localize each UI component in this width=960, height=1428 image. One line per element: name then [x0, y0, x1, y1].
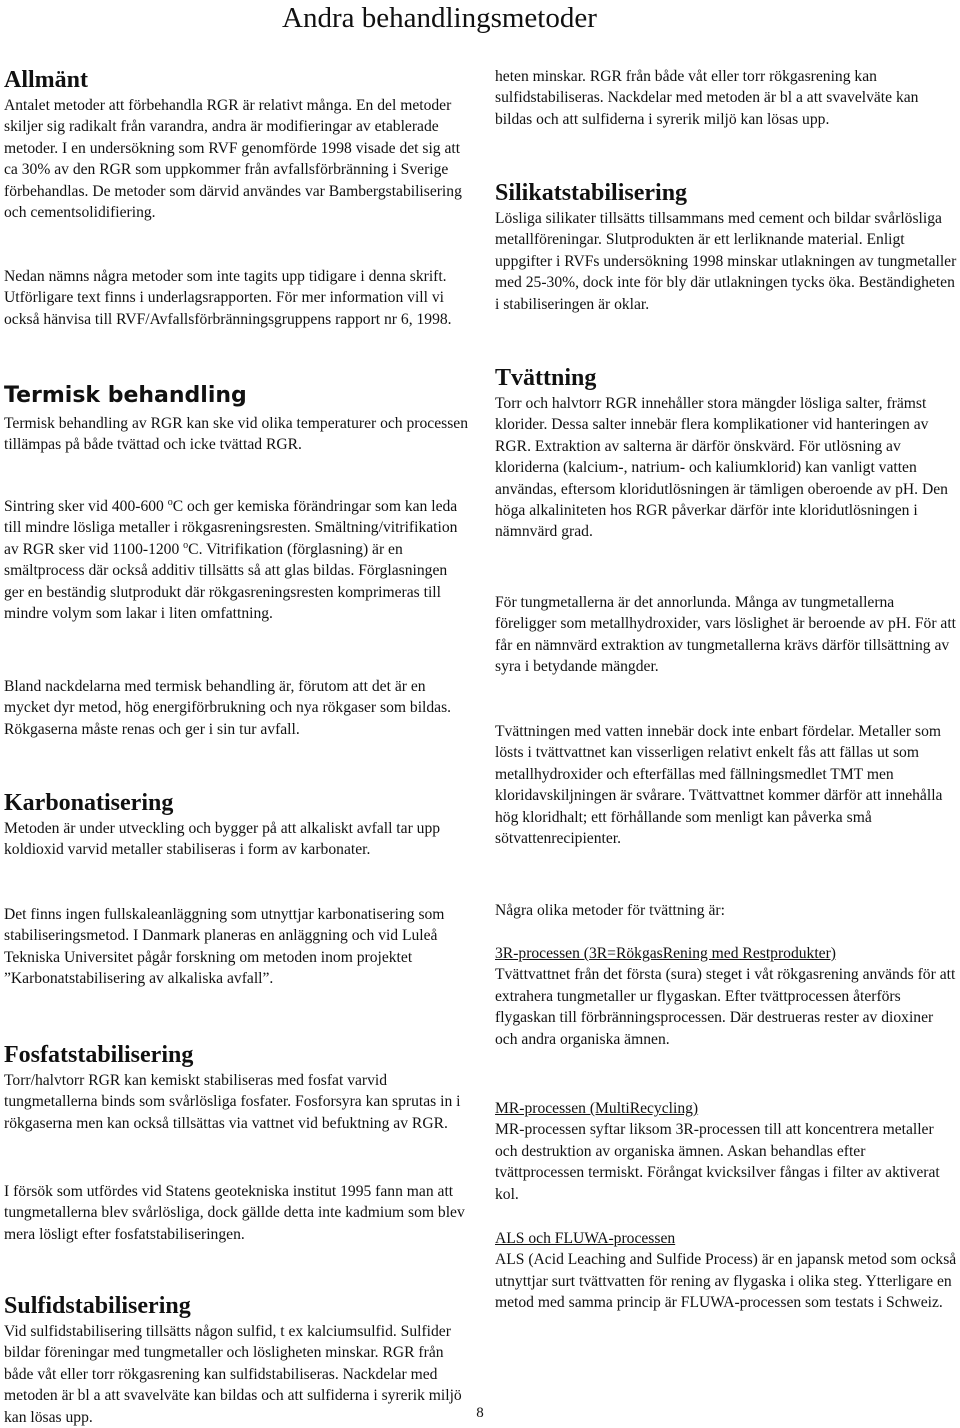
degree-sup-1: o: [167, 496, 173, 508]
degree-sup-2: o: [183, 539, 189, 551]
allmant-para-2: Nedan nämns några metoder som inte tagits upp tidigare i denna skrift. Utförligare text finns i underlagsrapporten. För mer information vill vi också hänvisa till RVF/Avfallsförbränningsgruppens rapport nr 6, 1998.: [4, 268, 452, 328]
page-title-text: Andra behandlingsmetoder: [282, 2, 597, 34]
allmant-para-1-block: [4, 95, 470, 223]
heading-allmant: Allmänt: [4, 67, 88, 93]
fosfat-para-2-block: [4, 1181, 470, 1245]
termisk-para-3: Bland nackdelarna med termisk behandling är, förutom att det är en mycket dyr metod, hög energiförbrukning och nya rökgaser som bildas. Rökgaserna måste renas och ger i sin tur avfall.: [4, 678, 452, 738]
section-termisk: [4, 382, 470, 410]
termisk-para-3-block: [4, 676, 470, 740]
termisk-para-2: [4, 496, 470, 624]
section-tvattning: [495, 364, 957, 392]
allmant-para-1: Antalet metoder att förbehandla RGR är relativt många. En del metoder skiljer sig radikalt från varandra, andra är modifieringar av etablerade metoder. I en undersökning som RVF genomförde 1998 visade det sig att ca 30% av den RGR som uppkommer från avfallsförbränning i Sverige förbehandlas. De metoder som därvid användes var Bambergstabilisering och cementsolidifiering.: [4, 97, 462, 222]
section-als: [495, 1228, 957, 1314]
karbonatisering-para-1-block: [4, 818, 470, 861]
termisk-para-2-part-b: C och ger kemiska förändringar som kan leda till mindre lösliga metaller i rökgasreningsresten. Smältning/vitrifikation av RGR sker vid 1100-1200: [4, 498, 458, 558]
karbonatisering-para-2: Det finns ingen fullskaleanläggning som utnyttjar karbonatisering som stabiliseringsmetod. I Danmark planeras en anläggning och vid Luleå Tekniska Universitet pågår forskning om metoden inom projektet ”Karbonatstabilisering av alkaliska avfall”.: [4, 906, 445, 988]
tvattning-para-1-block: [495, 393, 957, 543]
r3-para-1: Tvättvattnet från det första (sura) steget i våt rökgasrening används för att extrahera tungmetaller ur flygaskan. Efter tvättprocessen återförs flygaskan till förbränningsprocessen. Där destrueras rester av dioxiner och andra organiska ämnen.: [495, 966, 956, 1048]
allmant-para-2-block: [4, 266, 470, 330]
heading-termisk: Termisk behandling: [4, 383, 247, 408]
section-silikat: [495, 179, 957, 207]
tvattning-para-4: Några olika metoder för tvättning är:: [495, 902, 725, 919]
fosfat-para-2: I försök som utfördes vid Statens geotekniska institut 1995 fann man att tungmetallerna blev svårlösliga, dock gällde detta inte kadmium som blev mera lösligt efter fosfatstabiliseringen.: [4, 1183, 465, 1243]
sulfid-continuation: heten minskar. RGR från både våt eller torr rökgasrening kan sulfidstabiliseras. Nackdelar med metoden är bl a att svavelväte kan bildas och att sulfiderna i syrerik miljö kan lösas upp.: [495, 68, 919, 128]
section-sulfid: [4, 1292, 470, 1320]
heading-als: ALS och FLUWA-processen: [495, 1230, 676, 1247]
tvattning-para-4-block: [495, 900, 957, 921]
termisk-para-1: Termisk behandling av RGR kan ske vid olika temperaturer och processen tillämpas på både tvättad och icke tvättad RGR.: [4, 415, 468, 454]
section-3r: [495, 943, 957, 1050]
karbonatisering-para-2-block: [4, 904, 470, 990]
als-para-1: ALS (Acid Leaching and Sulfide Process) är en japansk metod som också utnyttjar surt tvättvatten för rening av flygaska i olika steg. Ytterligare en metod med samma princip är FLUWA-processen som testats i Schweiz.: [495, 1251, 957, 1312]
page-number: 8: [476, 1405, 484, 1421]
heading-mr: MR-processen (MultiRecycling): [495, 1100, 699, 1117]
fosfat-para-1: Torr/halvtorr RGR kan kemiskt stabiliseras med fosfat varvid tungmetallerna binds som svårlösliga fosfater. Fosforsyra kan sprutas in i rökgaserna men kan också tillsättas via vattnet vid befuktning av RGR.: [4, 1072, 461, 1132]
termisk-para-2-block: [4, 496, 470, 624]
heading-sulfid: Sulfidstabilisering: [4, 1293, 191, 1319]
section-fosfat: [4, 1041, 470, 1069]
termisk-para-2-part-c: C. Vitrifikation (förglasning) är en smältprocess där också additiv tillsätts så att glas bildas. Förglasningen ger en beständig slutprodukt där rökgasreningsresten komprimeras till mindre volym som lakar i liten omfattning.: [4, 540, 448, 623]
silikat-para-1: Lösliga silikater tillsätts tillsammans med cement och bildar svårlösliga metallföreningar. Slutprodukten är ett lerliknande material. Enligt uppgifter i RVFs undersökning 1998 minskar utlakningen av tungmetaller med 25-30%, dock inte för bly där utlakningen tycks öka. Beständigheten i stabiliseringen är oklar.: [495, 210, 957, 313]
sulfid-para-1: Vid sulfidstabilisering tillsätts någon sulfid, t ex kalciumsulfid. Sulfider bildar föreningar med tungmetaller och lösligheten minskar. RGR från både våt eller torr rökgasrening kan sulfidstabiliseras. Nackdelar med metoden är bl a att svavelväte kan bildas och att sulfiderna i syrerik miljö kan lösas upp.: [4, 1323, 462, 1426]
sulfid-continuation-block: [495, 66, 957, 130]
mr-para-1: MR-processen syftar liksom 3R-processen till att koncentrera metaller och destruktion av organiska ämnen. Askan behandlas efter tvättprocessen termiskt. Förångat kvicksilver fångas i filter av aktiverat kol.: [495, 1121, 940, 1203]
fosfat-para-1-block: [4, 1070, 470, 1134]
tvattning-para-3: Tvättningen med vatten innebär dock inte enbart fördelar. Metaller som lösts i tvättvattnet kan visserligen relativt enkelt fås att fällas ut som metallhydroxider och efterfällas med fällningsmedlet TMT men kloridavskiljningen är svårare. Tvättvattnet kommer därför att innehålla hög kloridhalt; ett förhållande som menligt kan påverka små sötvattenrecipienter.: [495, 723, 943, 848]
section-mr: [495, 1098, 957, 1205]
section-allmant: [4, 66, 470, 94]
tvattning-para-2-block: [495, 592, 957, 678]
termisk-para-2-part-a: Sintring sker vid 400-600: [4, 498, 168, 515]
heading-tvattning: Tvättning: [495, 365, 597, 391]
heading-3r: 3R-processen (3R=RökgasRening med Restprodukter): [495, 945, 836, 962]
tvattning-para-2: För tungmetallerna är det annorlunda. Många av tungmetallerna föreligger som metallhydroxider, vars löslighet är beroende av pH. För att får en nämnvärd extraktion av tungmetallerna krävs därför tillsättning av syra i betydande mängder.: [495, 594, 956, 676]
section-karbonatisering: [4, 789, 470, 817]
heading-fosfat: Fosfatstabilisering: [4, 1042, 194, 1068]
heading-silikat: Silikatstabilisering: [495, 180, 688, 206]
tvattning-para-1: Torr och halvtorr RGR innehåller stora mängder lösliga salter, främst klorider. Dessa salter innebär flera komplikationer vid hanteringen av RGR. Extraktion av salterna är därför önskvärd. För utlösning av kloriderna (kalcium-, natrium- och kaliumklorid) kan vanligt vatten användas, eftersom kloridutlösningen är tämligen oberoende av pH. Den höga alkaliniteten hos RGR påverkar därför inte kloridutlösningen i nämnvärd grad.: [495, 395, 948, 541]
heading-karbonatisering: Karbonatisering: [4, 790, 174, 816]
sulfid-para-1-block: [4, 1321, 470, 1426]
tvattning-para-3-block: [495, 721, 957, 849]
karbonatisering-para-1: Metoden är under utveckling och bygger på att alkaliskt avfall tar upp koldioxid varvid metaller stabiliseras i form av karbonater.: [4, 820, 441, 859]
silikat-para-1-block: [495, 208, 957, 315]
termisk-para-1-block: [4, 413, 470, 456]
page-title: [0, 0, 960, 40]
